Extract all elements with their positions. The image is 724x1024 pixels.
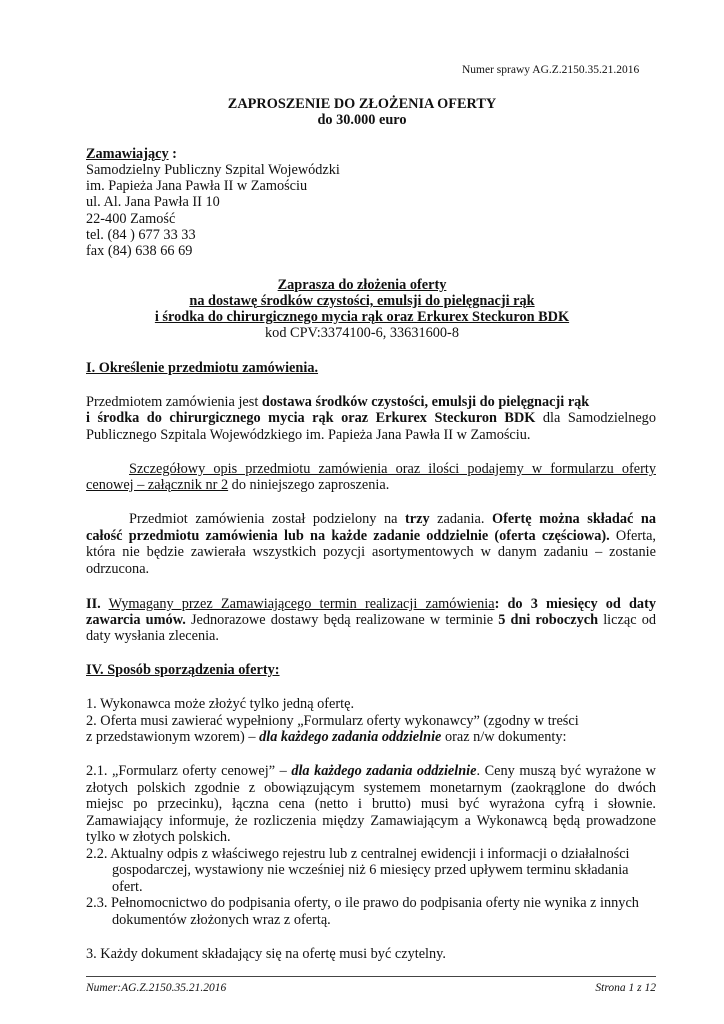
contracting-line: im. Papieża Jana Pawła II w Zamościu [86,178,308,194]
contracting-label: Zamawiający [86,146,169,162]
invite-subject-line: i środka do chirurgicznego mycia rąk oraz Erkurex Steckuron BDK [154,309,570,325]
footer-divider [86,976,656,977]
list-item: miejsc po przecinku), łączna cena (netto i brutto) musi być wyrażona cyfrą i słownie. [86,796,656,812]
document-title: ZAPROSZENIE DO ZŁOŻENIA OFERTY [227,96,497,112]
section-4-heading: IV. Sposób sporządzenia oferty: [86,662,280,678]
list-item: z przedstawionym wzorem) – dla każdego zadania oddzielnie oraz n/w dokumenty: [86,729,567,745]
list-item: 2.1. „Formularz oferty cenowej” – dla każdego zadania oddzielnie. Ceny muszą być wyrażone w [86,763,657,779]
contracting-line: 22-400 Zamość [86,211,176,227]
contracting-line: ul. Al. Jana Pawła II 10 [86,194,220,210]
paragraph-line: cenowej – załącznik nr 2 do niniejszego zaproszenia. [86,477,390,493]
section-2-line: II. Wymagany przez Zamawiającego termin realizacji zamówienia: do 3 miesięcy od daty [86,596,656,612]
footer-reference: Numer:AG.Z.2150.35.21.2016 [86,982,227,994]
invite-heading: Zaprasza do złożenia oferty [277,277,447,293]
contracting-line: Samodzielny Publiczny Szpital Wojewódzki [86,162,340,178]
list-item: złotych polskich zgodnie z obowiązującym systemem monetarnym (zaokrąglone do dwóch [86,780,656,796]
list-item: ofert. [112,879,143,895]
case-number: Numer sprawy AG.Z.2150.35.21.2016 [462,64,640,76]
paragraph-line: Przedmiotem zamówienia jest dostawa środków czystości, emulsji do pielęgnacji rąk [86,394,590,410]
list-item: dokumentów złożonych wraz z ofertą. [112,912,331,928]
list-item: 2. Oferta musi zawierać wypełniony „Formularz oferty wykonawcy” (zgodny w treści [86,713,579,729]
contracting-heading [86,146,177,163]
contracting-line: tel. (84 ) 677 33 33 [86,227,196,243]
cpv-code: kod CPV:3374100-6, 33631600-8 [265,325,459,341]
contracting-colon: : [168,146,177,162]
list-item: 3. Każdy dokument składający się na ofertę musi być czytelny. [86,946,446,962]
paragraph-line: całość przedmiotu zamówienia lub na każde zadanie oddzielnie (oferta częściowa). Oferta, [86,528,656,544]
list-item: Zamawiający informuje, że rozliczenia między Zamawiającym a Wykonawcą będą prowadzone [86,813,656,829]
list-item: 2.3. Pełnomocnictwo do podpisania oferty, o ile prawo do podpisania oferty nie wynika z innych [86,895,639,911]
document-subtitle: do 30.000 euro [317,112,407,128]
paragraph-line: Przedmiot zamówienia został podzielony na trzy zadania. Ofertę można składać na [129,511,656,527]
paragraph-line: która nie będzie zawierała wszystkich pozycji asortymentowych w danym zadaniu – zostanie [86,544,656,560]
list-item: tylko w złotych polskich. [86,829,231,845]
section-1-heading: I. Określenie przedmiotu zamówienia. [86,360,319,376]
invite-subject-line: na dostawę środków czystości, emulsji do pielęgnacji rąk [189,293,535,309]
paragraph-line: odrzucona. [86,561,150,577]
paragraph-line: i środka do chirurgicznego mycia rąk oraz Erkurex Steckuron BDK dla Samodzielnego [86,410,656,426]
section-2-line: zawarcia umów. Jednorazowe dostawy będą realizowane w terminie 5 dni roboczych licząc od [86,612,656,628]
list-item: 1. Wykonawca może złożyć tylko jedną ofertę. [86,696,355,712]
paragraph-line: Publicznego Szpitala Wojewódzkiego im. Papieża Jana Pawła II w Zamościu. [86,427,531,443]
section-2-line: daty wysłania zlecenia. [86,628,219,644]
list-item: 2.2. Aktualny odpis z właściwego rejestru lub z centralnej ewidencji i informacji o działalności [86,846,630,862]
list-item: gospodarczej, wystawiony nie wcześniej niż 6 miesięcy przed upływem terminu składania [112,862,629,878]
paragraph-line: Szczegółowy opis przedmiotu zamówienia oraz ilości podajemy w formularzu oferty [129,461,656,477]
contracting-line: fax (84) 638 66 69 [86,243,193,259]
page-number: Strona 1 z 12 [595,982,656,994]
